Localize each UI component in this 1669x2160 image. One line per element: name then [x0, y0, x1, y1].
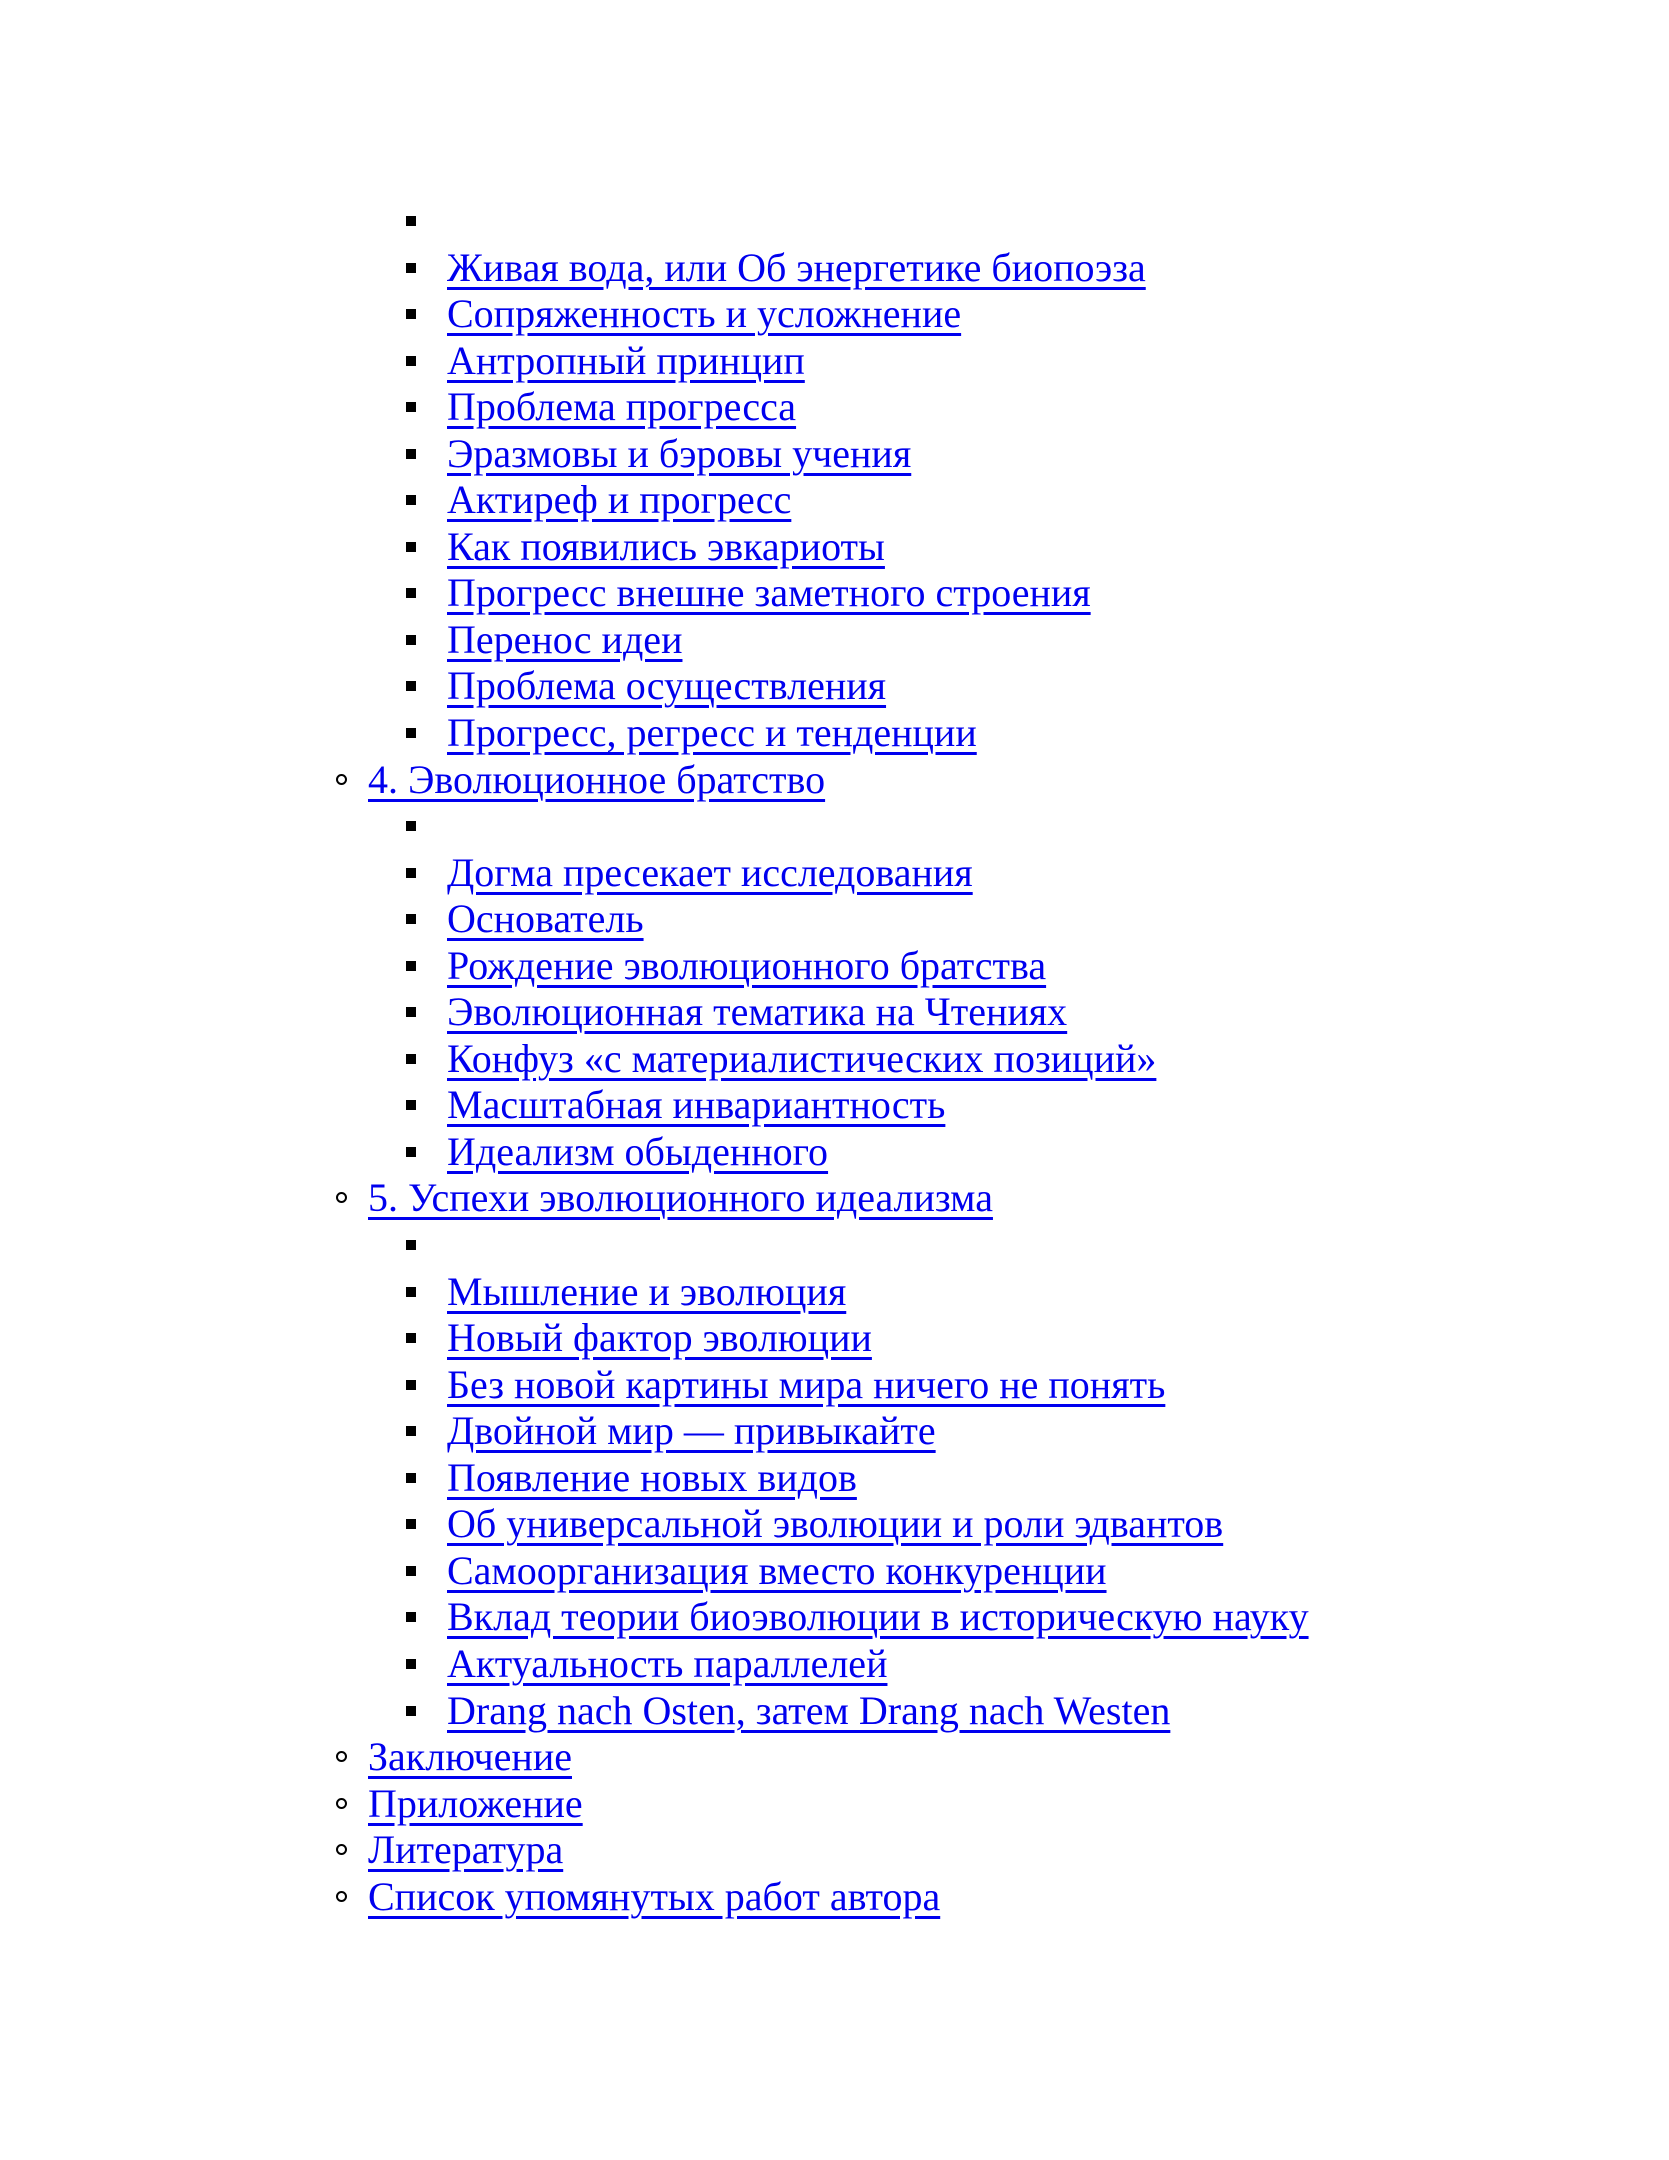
square-bullet-icon — [406, 1240, 416, 1250]
toc-item — [368, 1688, 1309, 1735]
toc-item — [368, 1362, 1309, 1409]
toc-item — [368, 1129, 1309, 1176]
toc-item — [368, 617, 1309, 664]
toc-link[interactable]: Рождение эволюционного братства — [447, 942, 1047, 988]
toc-link[interactable]: Актуальность параллелей — [447, 1640, 888, 1686]
circle-bullet-icon — [336, 1798, 347, 1809]
toc-item-conclusion — [368, 1734, 1309, 1781]
toc-item-chapter-4 — [368, 757, 1309, 804]
toc-link[interactable]: Основатель — [447, 896, 644, 942]
square-bullet-icon — [406, 1333, 416, 1343]
toc-link[interactable]: Приложение — [368, 1780, 583, 1826]
toc-item — [368, 338, 1309, 385]
toc-item — [368, 1548, 1309, 1595]
toc-item — [368, 477, 1309, 524]
square-bullet-icon — [406, 635, 416, 645]
toc-link[interactable]: Идеализм обыденного — [447, 1128, 829, 1174]
square-bullet-icon — [406, 356, 416, 366]
toc-item — [368, 710, 1309, 757]
toc-link[interactable]: 4. Эволюционное братство — [368, 756, 826, 802]
toc-item — [368, 896, 1309, 943]
toc-item — [368, 1222, 1309, 1269]
toc-link[interactable]: Без новой картины мира ничего не понять — [447, 1361, 1166, 1407]
square-bullet-icon — [406, 961, 416, 971]
toc-link[interactable]: Литература — [368, 1827, 564, 1873]
toc-item — [368, 943, 1309, 990]
square-bullet-icon — [406, 821, 416, 831]
toc-link[interactable]: Список упомянутых работ автора — [368, 1873, 941, 1919]
toc-link[interactable]: Мышление и эволюция — [447, 1268, 847, 1314]
toc-item — [368, 245, 1309, 292]
toc-item — [368, 384, 1309, 431]
toc-link[interactable]: Drang nach Osten, затем Drang nach Westen — [447, 1687, 1171, 1733]
toc-link[interactable]: Заключение — [368, 1734, 572, 1780]
toc-link[interactable]: Прогресс, регресс и тенденции — [447, 710, 977, 756]
toc-link[interactable]: Двойной мир — привыкайте — [447, 1408, 936, 1454]
toc-link[interactable]: Самоорганизация вместо конкуренции — [447, 1547, 1107, 1593]
toc-item-chapter-5 — [368, 1175, 1309, 1222]
circle-bullet-icon — [336, 1751, 347, 1762]
toc-link[interactable]: Масштабная инвариантность — [447, 1082, 946, 1128]
circle-bullet-icon — [336, 774, 347, 785]
square-bullet-icon — [406, 1706, 416, 1716]
toc-link[interactable]: Живая вода, или Об энергетике биопоэза — [447, 244, 1146, 290]
toc-item — [368, 524, 1309, 571]
toc-link[interactable]: Новый фактор эволюции — [447, 1315, 872, 1361]
toc-item — [368, 1641, 1309, 1688]
toc-link[interactable]: Догма пресекает исследования — [447, 849, 973, 895]
toc-item — [368, 198, 1309, 245]
toc-item — [368, 570, 1309, 617]
square-bullet-icon — [406, 542, 416, 552]
toc-item — [368, 1269, 1309, 1316]
square-bullet-icon — [406, 681, 416, 691]
square-bullet-icon — [406, 263, 416, 273]
toc-item — [368, 291, 1309, 338]
circle-bullet-icon — [336, 1844, 347, 1855]
toc-item — [368, 1408, 1309, 1455]
toc-item — [368, 1036, 1309, 1083]
square-bullet-icon — [406, 1054, 416, 1064]
square-bullet-icon — [406, 868, 416, 878]
circle-bullet-icon — [336, 1891, 347, 1902]
square-bullet-icon — [406, 1473, 416, 1483]
table-of-contents — [368, 198, 1309, 1920]
square-bullet-icon — [406, 495, 416, 505]
square-bullet-icon — [406, 1147, 416, 1157]
toc-link[interactable]: Конфуз «с материалистических позиций» — [447, 1035, 1157, 1081]
toc-item — [368, 989, 1309, 1036]
square-bullet-icon — [406, 588, 416, 598]
square-bullet-icon — [406, 1659, 416, 1669]
toc-item-appendix — [368, 1781, 1309, 1828]
toc-link[interactable]: Антропный принцип — [447, 337, 805, 383]
square-bullet-icon — [406, 1612, 416, 1622]
toc-item — [368, 850, 1309, 897]
toc-item — [368, 1315, 1309, 1362]
square-bullet-icon — [406, 1100, 416, 1110]
toc-link[interactable]: Вклад теории биоэволюции в историческую науку — [447, 1594, 1309, 1640]
toc-item — [368, 803, 1309, 850]
square-bullet-icon — [406, 1426, 416, 1436]
square-bullet-icon — [406, 1287, 416, 1297]
toc-item — [368, 1501, 1309, 1548]
circle-bullet-icon — [336, 1192, 347, 1203]
square-bullet-icon — [406, 914, 416, 924]
toc-item-works-list — [368, 1874, 1309, 1921]
toc-link[interactable]: Об универсальной эволюции и роли эдвантов — [447, 1501, 1224, 1547]
toc-link[interactable]: Перенос идеи — [447, 616, 683, 662]
toc-link[interactable]: 5. Успехи эволюционного идеализма — [368, 1175, 993, 1221]
toc-link[interactable]: Появление новых видов — [447, 1454, 857, 1500]
square-bullet-icon — [406, 728, 416, 738]
toc-item — [368, 1082, 1309, 1129]
toc-link[interactable]: Сопряженность и усложнение — [447, 291, 962, 337]
toc-item — [368, 431, 1309, 478]
square-bullet-icon — [406, 309, 416, 319]
square-bullet-icon — [406, 1566, 416, 1576]
square-bullet-icon — [406, 216, 416, 226]
toc-link[interactable]: Актиреф и прогресс — [447, 477, 792, 523]
toc-link[interactable]: Проблема прогресса — [447, 384, 797, 430]
toc-item-literature — [368, 1827, 1309, 1874]
toc-link[interactable]: Эволюционная тематика на Чтениях — [447, 989, 1068, 1035]
toc-link[interactable]: Как появились эвкариоты — [447, 523, 885, 569]
toc-link[interactable]: Прогресс внешне заметного строения — [447, 570, 1091, 616]
square-bullet-icon — [406, 1007, 416, 1017]
toc-item — [368, 1594, 1309, 1641]
toc-item — [368, 1455, 1309, 1502]
square-bullet-icon — [406, 449, 416, 459]
toc-link[interactable]: Эразмовы и бэровы учения — [447, 430, 912, 476]
square-bullet-icon — [406, 1380, 416, 1390]
toc-item — [368, 663, 1309, 710]
square-bullet-icon — [406, 402, 416, 412]
square-bullet-icon — [406, 1519, 416, 1529]
toc-link[interactable]: Проблема осуществления — [447, 663, 887, 709]
